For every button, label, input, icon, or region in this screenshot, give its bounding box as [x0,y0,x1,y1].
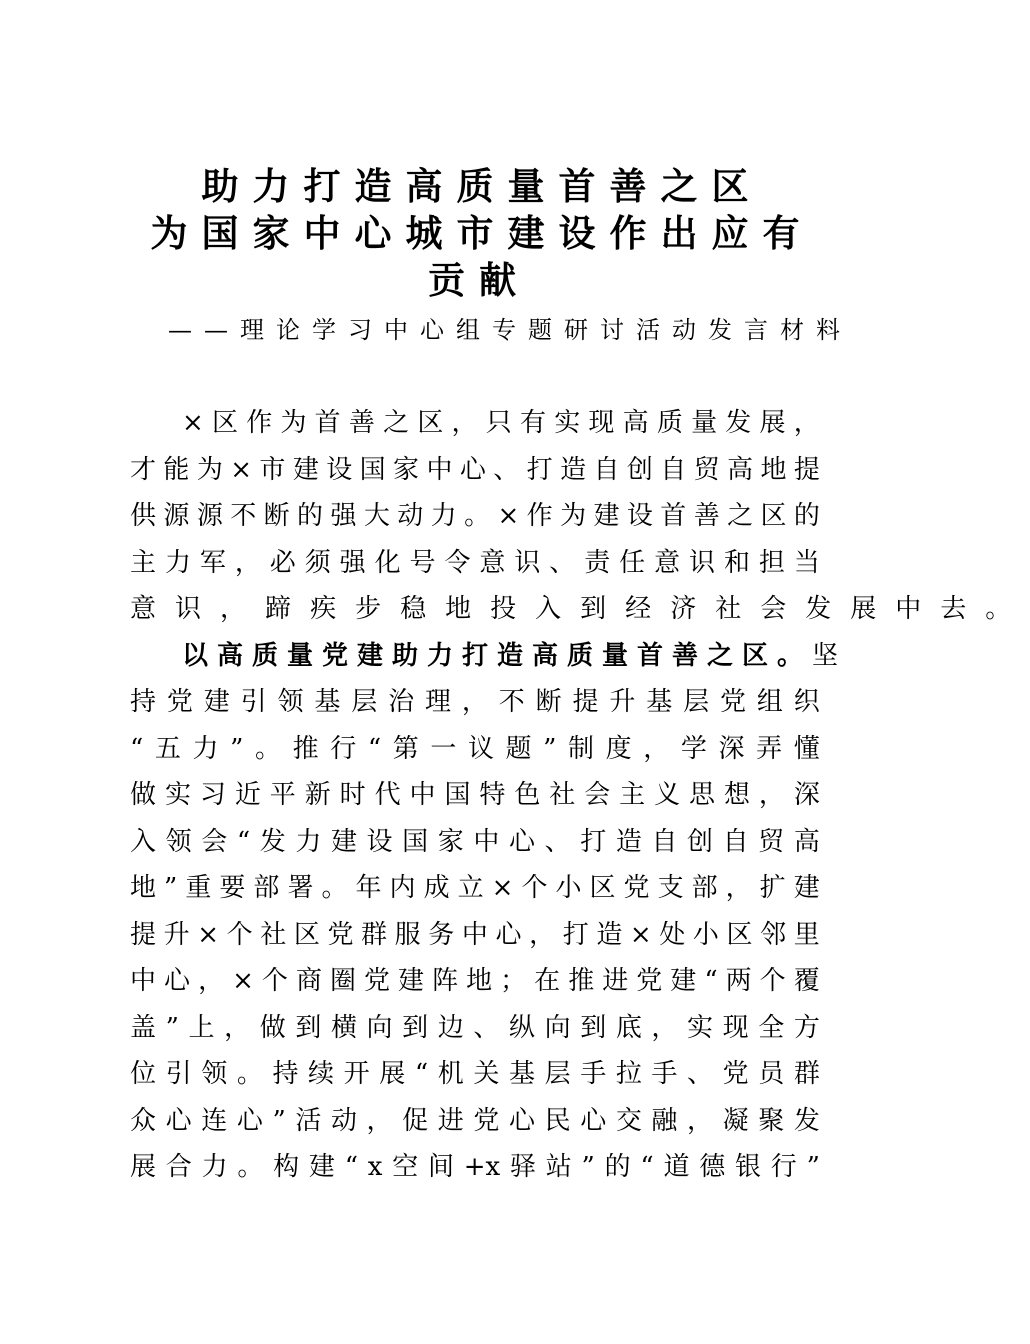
paragraph-1-line-5: 意 识 ， 蹄 疾 步 稳 地 投 入 到 经 济 社 会 发 展 中 去 。 [130,594,1030,624]
paragraph-2-line-9: 盖 ” 上 ， 做 到 横 向 到 边 、 纵 向 到 底 ， 实 现 全 方 [130,1012,820,1043]
paragraph-2-heading: 以高质量党建助力打造高质量首善之区。 [182,640,813,671]
paragraph-2-line-8: 中 心 ， × 个 商 圈 党 建 阵 地 ； 在 推 进 党 建 “ 两 个 覆 [130,966,820,996]
document-title [0,163,950,304]
paragraph-2-line-7: 提 升 × 个 社 区 党 群 服 务 中 心 ， 打 造 × 处 小 区 邻 里 [130,919,820,950]
paragraph-2-line-1-tail: 坚 [812,640,839,671]
document-body [130,400,1030,1191]
title-line-1: 助力打造高质量首善之区 [201,164,763,208]
document-subtitle: ——理论学习中心组专题研讨活动发言材料 [168,316,852,344]
paragraph-2-line-12: 展 合 力 。 构 建 “ x 空 间 +x 驿 站 ” 的 “ 道 德 银 行 ” [130,1152,820,1182]
title-line-2: 为国家中心城市建设作出应有 [150,211,814,255]
paragraph-2-line-4: 做 实 习 近 平 新 时 代 中 国 特 色 社 会 主 义 思 想 ， 深 [130,780,820,810]
paragraph-2-line-5: 入 领 会 “ 发 力 建 设 国 家 中 心 、 打 造 自 创 自 贸 高 [130,826,820,857]
paragraph-2-line-10: 位 引 领 。 持 续 开 展 “ 机 关 基 层 手 拉 手 、 党 员 群 [130,1059,820,1089]
title-line-3: 贡献 [428,258,530,302]
paragraph-1-line-3: 供 源 源 不 断 的 强 大 动 力 。 × 作 为 建 设 首 善 之 区 的 [130,501,820,531]
paragraph-1-line-4: 主 力 军 ， 必 须 强 化 号 令 意 识 、 责 任 意 识 和 担 当 [130,547,820,578]
paragraph-2-line-11: 众 心 连 心 ” 活 动 ， 促 进 党 心 民 心 交 融 ， 凝 聚 发 [130,1105,820,1136]
paragraph-2-line-1 [130,633,839,680]
paragraph-2-line-6: 地 ” 重 要 部 署 。 年 内 成 立 × 个 小 区 党 支 部 ， 扩 建 [130,873,820,903]
paragraph-2-line-2: 持 党 建 引 领 基 层 治 理 ， 不 断 提 升 基 层 党 组 织 [130,687,820,717]
paragraph-1-line-1: × 区 作 为 首 善 之 区 ， 只 有 实 现 高 质 量 发 展 ， [182,408,820,438]
paragraph-1-line-2: 才 能 为 × 市 建 设 国 家 中 心 、 打 造 自 创 自 贸 高 地 提 [130,454,820,485]
paragraph-2-line-3: “ 五 力 ” 。 推 行 “ 第 一 议 题 ” 制 度 ， 学 深 弄 懂 [130,733,820,764]
